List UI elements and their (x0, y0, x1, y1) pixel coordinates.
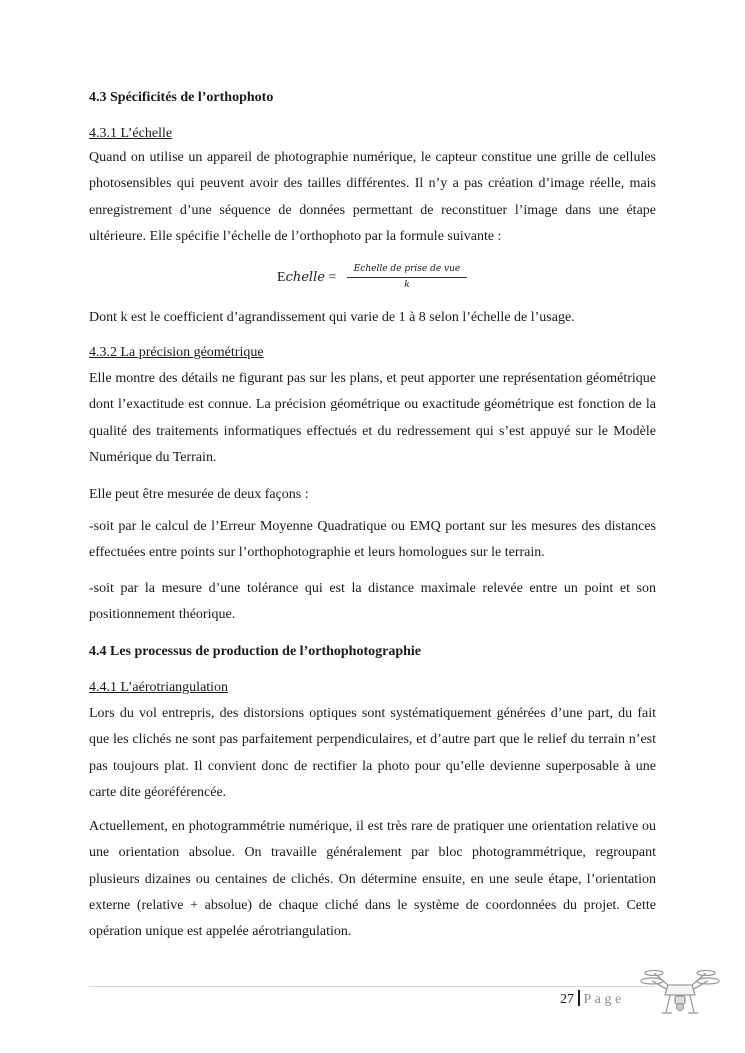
footer-divider (89, 986, 656, 987)
page-number: 27 (560, 992, 574, 1007)
paragraph-4-4-1-distortions: Lors du vol entrepris, des distorsions optiques sont systématiquement générées d’une part, du fait que les clichés ne sont pas parfaitement perpendiculaires, et d’autre part que le relief du terrain n’est pas toujours plat. Il convient donc de rectifier la photo pour qu’elle devienne superposable à une carte dite géoréférencée. (89, 706, 656, 800)
formula-denominator: k (404, 280, 410, 290)
page-label: Page (583, 992, 625, 1007)
heading-4-3: 4.3 Spécificités de l’orthophoto (89, 90, 274, 105)
paragraph-4-3-1-intro: Quand on utilise un appareil de photographie numérique, le capteur constitue une grille de cellules photosensibles qui peuvent avoir des tailles différentes. Il n’y a pas création d’image réelle, mais enregistrement d’une séquence de données permettant de reconstituer l’image dans une étape ultérieure. Elle spécifie l’échelle de l’orthophoto par la formule suivante : (89, 150, 656, 244)
formula-lhs: Echelle = (277, 270, 337, 285)
paragraph-4-3-2-intro: Elle montre des détails ne figurant pas sur les plans, et peut apporter une représentation géométrique dont l’exactitude est connue. La précision géométrique ou exactitude géométrique est fonction de la qualité des traitements informatiques effectués et du redressement qui s’est appuyé sur le Modèle Numérique du Terrain. (89, 371, 656, 465)
page-footer (560, 990, 625, 1008)
paragraph-4-4-1-aerotriangulation: Actuellement, en photogrammétrie numérique, il est très rare de pratiquer une orientation relative ou une orientation absolue. On travaille généralement par bloc photogrammétrique, regroupant plusieurs dizaines ou centaines de clichés. On détermine ensuite, en une seule étape, l’orientation externe (relative + absolue) de chaque cliché dans le système de coordonnées du projet. Cette opération unique est appelée aérotriangulation. (89, 819, 656, 940)
paragraph-4-3-2-methods: Elle peut être mesurée de deux façons : (89, 487, 309, 502)
scale-formula (89, 258, 656, 298)
paragraph-4-3-2-emq: -soit par le calcul de l’Erreur Moyenne Quadratique ou EMQ portant sur les mesures des distances effectuées entre points sur l’orthophotographie et leurs homologues sur le terrain. (89, 519, 656, 561)
heading-4-3-1: 4.3.1 L’échelle (89, 126, 173, 141)
paragraph-4-3-1-coefficient: Dont k est le coefficient d’agrandissement qui varie de 1 à 8 selon l’échelle de l’usage. (89, 310, 575, 325)
paragraph-4-3-2-tolerance: -soit par la mesure d’une tolérance qui est la distance maximale relevée entre un point et son positionnement théorique. (89, 581, 656, 623)
heading-4-4: 4.4 Les processus de production de l’orthophotographie (89, 644, 422, 659)
formula-fraction (347, 263, 467, 291)
heading-4-3-2: 4.3.2 La précision géométrique (89, 345, 264, 360)
fraction-bar (347, 277, 467, 278)
drone-icon (640, 965, 720, 1023)
footer-separator (578, 990, 580, 1006)
formula-numerator: Echelle de prise de vue (353, 264, 461, 274)
heading-4-4-1: 4.4.1 L’aérotriangulation (89, 680, 229, 695)
